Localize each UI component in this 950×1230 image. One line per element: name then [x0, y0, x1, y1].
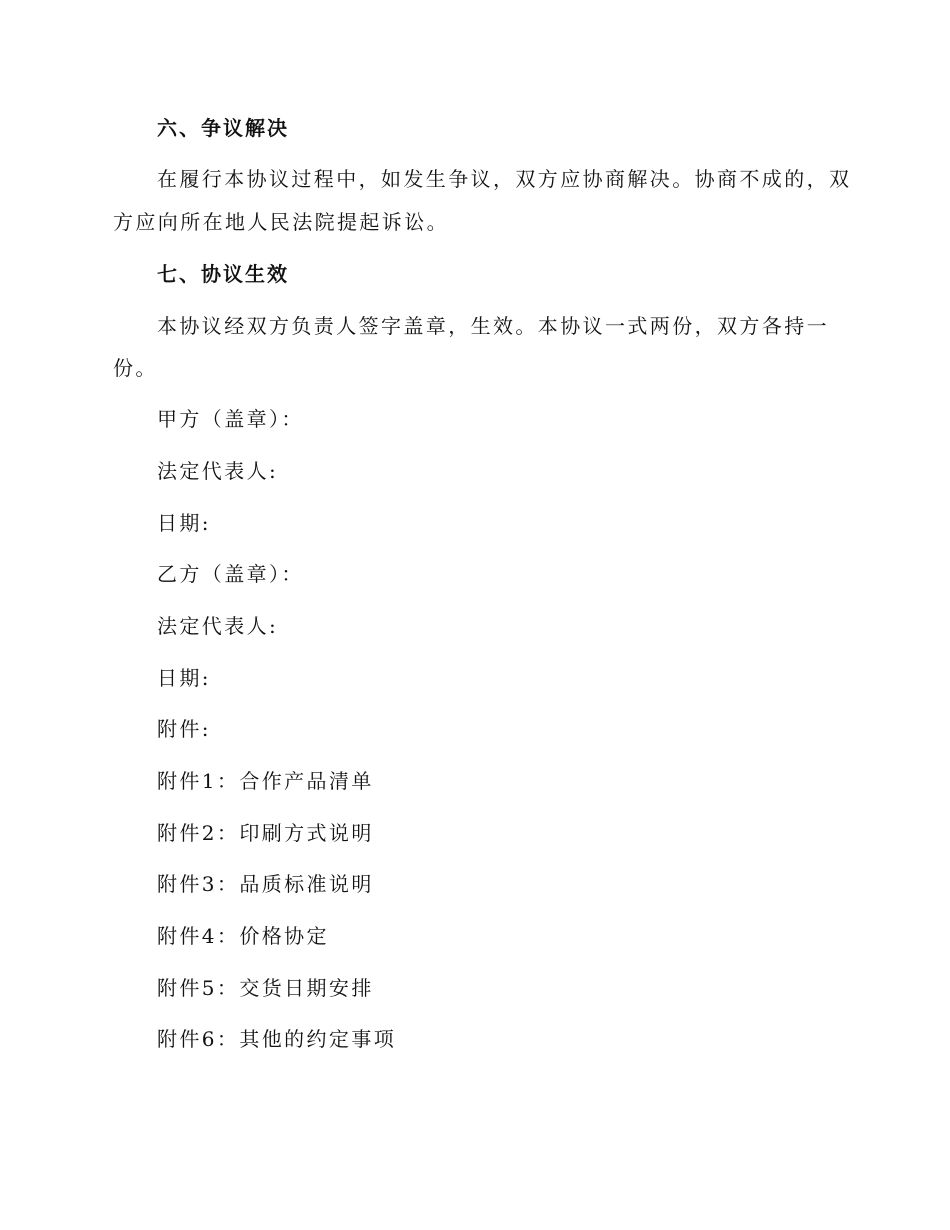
attachment-item-3: 附件3：品质标准说明 — [157, 872, 374, 896]
party-a-seal-label: 甲方（盖章）： — [157, 407, 304, 431]
section-7-paragraph-line-2: 份。 — [113, 356, 158, 380]
party-b-seal-label: 乙方（盖章）： — [157, 562, 304, 586]
attachment-item-6: 附件6：其他的约定事项 — [157, 1027, 397, 1051]
attachment-item-4: 附件4：价格协定 — [157, 924, 329, 948]
party-b-date-label: 日期: — [157, 666, 211, 690]
party-a-legal-rep-label: 法定代表人: — [157, 459, 279, 483]
attachment-item-1: 附件1：合作产品清单 — [157, 769, 374, 793]
section-7-paragraph-line-1: 本协议经双方负责人签字盖章，生效。本协议一式两份，双方各持一 — [157, 314, 829, 338]
section-7-heading: 七、协议生效 — [157, 262, 289, 286]
section-6-paragraph-line-1: 在履行本协议过程中，如发生争议，双方应协商解决。协商不成的，双 — [157, 167, 852, 191]
attachments-title: 附件: — [157, 717, 211, 741]
section-6-paragraph-line-2: 方应向所在地人民法院提起诉讼。 — [113, 210, 449, 234]
section-6-heading: 六、争议解决 — [157, 116, 289, 140]
attachment-item-2: 附件2：印刷方式说明 — [157, 821, 374, 845]
attachment-item-5: 附件5：交货日期安排 — [157, 976, 374, 1000]
party-a-date-label: 日期: — [157, 511, 211, 535]
party-b-legal-rep-label: 法定代表人: — [157, 614, 279, 638]
